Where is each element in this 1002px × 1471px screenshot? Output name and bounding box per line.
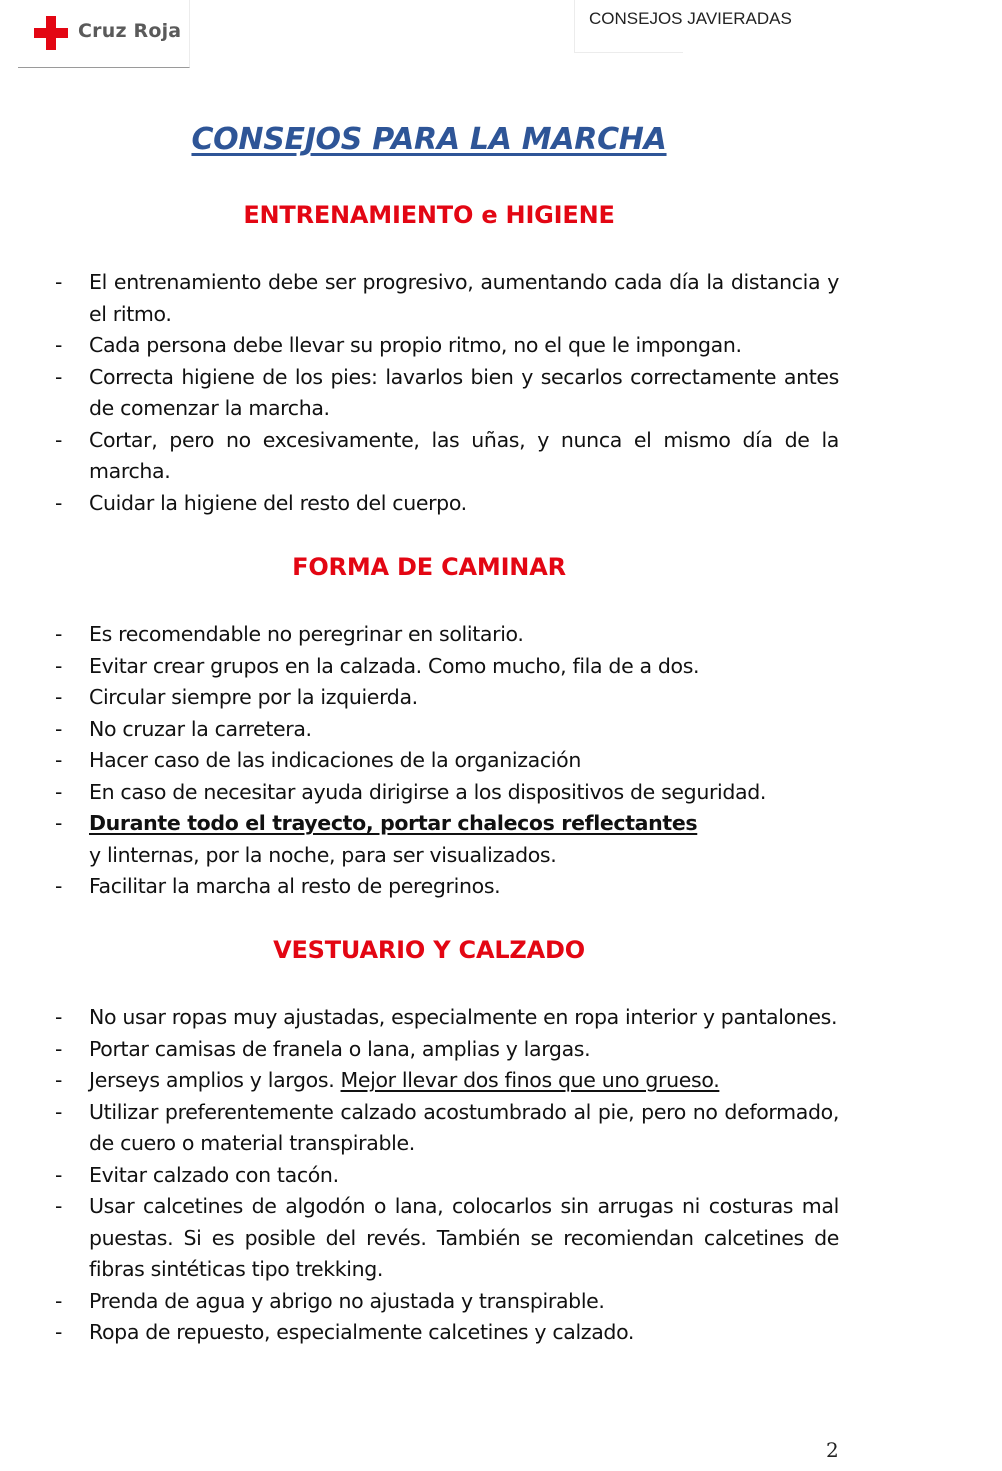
clothing-footwear-list [55, 1002, 839, 1349]
list-item: - Correcta higiene de los pies: lavarlos bien y secarlos correctamente antes de comenzar la marcha. [55, 364, 839, 420]
emphasized-text: Durante todo el trayecto, portar chalecos reflectantes [89, 811, 698, 835]
list-item: - Usar calcetines de algodón o lana, colocarlos sin arrugas ni costuras mal puestas. Si es posible del revés. También se recomiendan calcetines de fibras sintéticas tipo trekking. [55, 1194, 839, 1281]
list-item: - El entrenamiento debe ser progresivo, aumentando cada día la distancia y el ritmo. [55, 270, 839, 326]
list-item: - No usar ropas muy ajustadas, especialmente en ropa interior y pantalones. [55, 1005, 838, 1029]
section-heading-training-hygiene: ENTRENAMIENTO e HIGIENE [243, 201, 615, 229]
section-heading-walking: FORMA DE CAMINAR [292, 553, 566, 581]
list-item: - Durante todo el trayecto, portar chalecos reflectantes y linternas, por la noche, para ser visualizados. [55, 811, 698, 867]
red-cross-icon [34, 16, 68, 50]
list-item: - Jerseys amplios y largos. Mejor llevar dos finos que uno grueso. [55, 1068, 720, 1092]
list-item: - Utilizar preferentemente calzado acostumbrado al pie, pero no deformado, de cuero o material transpirable. [55, 1099, 839, 1155]
training-hygiene-list [55, 267, 839, 519]
list-item: - Cortar, pero no excesivamente, las uñas, y nunca el mismo día de la marcha. [55, 427, 839, 483]
cruz-roja-logo [18, 0, 190, 68]
list-item: - Cuidar la higiene del resto del cuerpo. [55, 490, 467, 515]
list-item: - En caso de necesitar ayuda dirigirse a los dispositivos de seguridad. [55, 779, 767, 804]
list-item: - Circular siempre por la izquierda. [55, 685, 418, 709]
header-label: CONSEJOS JAVIERADAS [589, 9, 792, 28]
list-item: - Prenda de agua y abrigo no ajustada y transpirable. [55, 1288, 605, 1313]
document-title: CONSEJOS PARA LA MARCHA [191, 122, 667, 157]
list-item: - No cruzar la carretera. [55, 716, 312, 741]
list-item: - Cada persona debe llevar su propio ritmo, no el que le impongan. [55, 333, 742, 357]
list-item: - Portar camisas de franela o lana, amplias y largas. [55, 1036, 591, 1061]
walking-list [55, 619, 839, 903]
list-item: - Evitar calzado con tacón. [55, 1162, 339, 1187]
list-item: - Ropa de repuesto, especialmente calcetines y calzado. [55, 1320, 635, 1344]
list-item: - Hacer caso de las indicaciones de la organización [55, 748, 581, 772]
underlined-text: Mejor llevar dos finos que uno grueso. [340, 1068, 720, 1092]
list-item: - Facilitar la marcha al resto de peregrinos. [55, 874, 501, 898]
list-item: - Evitar crear grupos en la calzada. Como mucho, fila de a dos. [55, 653, 700, 678]
page-number: 2 [826, 1438, 839, 1462]
list-item: - Es recomendable no peregrinar en solitario. [55, 622, 524, 646]
section-heading-clothing-footwear: VESTUARIO Y CALZADO [273, 936, 585, 964]
logo-text: Cruz Roja [78, 20, 182, 42]
